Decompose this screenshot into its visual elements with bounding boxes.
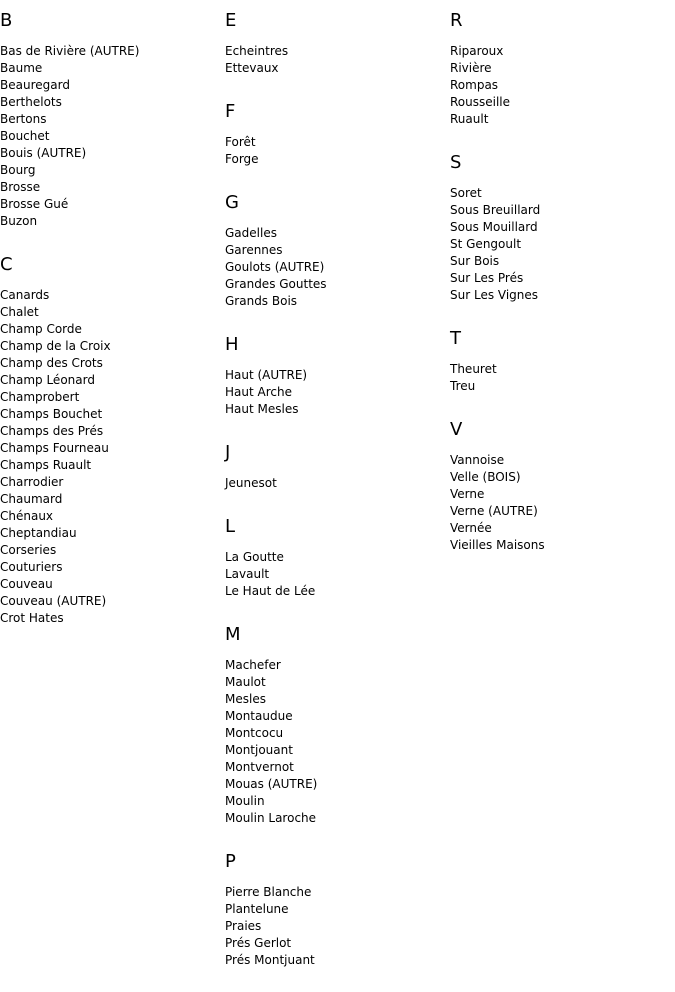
letter-heading: F — [225, 101, 236, 122]
letter-heading: C — [0, 254, 13, 275]
place-entry[interactable]: Prés Montjuant — [225, 953, 315, 967]
place-entry[interactable]: Mesles — [225, 692, 266, 706]
letter-heading: L — [225, 516, 236, 537]
place-entry[interactable]: Vannoise — [450, 453, 505, 467]
place-entry[interactable]: Charrodier — [0, 475, 64, 489]
entry-list — [225, 549, 450, 600]
place-entry[interactable]: Champ Corde — [0, 322, 82, 336]
place-entry[interactable]: Rousseille — [450, 95, 511, 109]
place-entry[interactable]: Bertons — [0, 112, 47, 126]
place-entry[interactable]: Le Haut de Lée — [225, 584, 316, 598]
place-entry[interactable]: Vernée — [450, 521, 492, 535]
entry-list — [0, 287, 225, 627]
place-entry[interactable]: Haut (AUTRE) — [225, 368, 308, 382]
place-entry[interactable]: Soret — [450, 186, 482, 200]
place-entry[interactable]: Canards — [0, 288, 50, 302]
entry-list — [450, 185, 675, 304]
place-entry[interactable]: Bouis (AUTRE) — [0, 146, 87, 160]
place-entry[interactable]: Rivière — [450, 61, 492, 75]
place-entry[interactable]: Haut Arche — [225, 385, 292, 399]
place-entry[interactable]: Grandes Gouttes — [225, 277, 327, 291]
place-entry[interactable]: La Goutte — [225, 550, 284, 564]
place-entry[interactable]: Couveau (AUTRE) — [0, 594, 107, 608]
place-entry[interactable]: Grands Bois — [225, 294, 298, 308]
entry-list — [450, 43, 675, 128]
place-entry[interactable]: Corseries — [0, 543, 57, 557]
place-entry[interactable]: Sous Mouillard — [450, 220, 538, 234]
entry-list — [225, 657, 450, 827]
entry-list — [225, 367, 450, 418]
letter-group — [225, 441, 450, 492]
place-entry[interactable]: Mouas (AUTRE) — [225, 777, 318, 791]
letter-group — [225, 850, 450, 969]
place-entry[interactable]: Gadelles — [225, 226, 277, 240]
place-entry[interactable]: Haut Mesles — [225, 402, 299, 416]
place-entry[interactable]: Bas de Rivière (AUTRE) — [0, 44, 140, 58]
place-entry[interactable]: Champs Ruault — [0, 458, 92, 472]
place-entry[interactable]: Crot Hates — [0, 611, 64, 625]
place-entry[interactable]: Beauregard — [0, 78, 70, 92]
place-entry[interactable]: Chénaux — [0, 509, 54, 523]
place-entry[interactable]: Verne — [450, 487, 485, 501]
entry-list — [450, 452, 675, 554]
place-entry[interactable]: Champs Bouchet — [0, 407, 103, 421]
place-entry[interactable]: Plantelune — [225, 902, 289, 916]
place-entry[interactable]: Sur Bois — [450, 254, 500, 268]
place-entry[interactable]: Brosse — [0, 180, 41, 194]
place-entry[interactable]: Jeunesot — [225, 476, 277, 490]
place-entry[interactable]: Cheptandiau — [0, 526, 77, 540]
place-entry[interactable]: Montjouant — [225, 743, 293, 757]
place-entry[interactable]: Sous Breuillard — [450, 203, 541, 217]
letter-heading: M — [225, 624, 241, 645]
entry-list — [225, 134, 450, 168]
place-entry[interactable]: Sur Les Vignes — [450, 288, 539, 302]
letter-group — [225, 100, 450, 168]
place-entry[interactable]: Couturiers — [0, 560, 63, 574]
place-entry[interactable]: Chaumard — [0, 492, 63, 506]
place-entry[interactable]: Echeintres — [225, 44, 289, 58]
place-entry[interactable]: Champ Léonard — [0, 373, 95, 387]
letter-heading: P — [225, 851, 236, 872]
entry-list — [450, 361, 675, 395]
place-entry[interactable]: Bourg — [0, 163, 36, 177]
entry-list — [225, 225, 450, 310]
entry-list — [0, 43, 225, 230]
place-entry[interactable]: Champrobert — [0, 390, 80, 404]
place-entry[interactable]: Riparoux — [450, 44, 504, 58]
letter-group — [225, 333, 450, 418]
place-entry[interactable]: Verne (AUTRE) — [450, 504, 538, 518]
letter-group — [0, 9, 225, 230]
place-entry[interactable]: Montaudue — [225, 709, 293, 723]
place-entry[interactable]: Champ de la Croix — [0, 339, 111, 353]
place-entry[interactable]: Machefer — [225, 658, 281, 672]
place-entry[interactable]: Ettevaux — [225, 61, 279, 75]
place-entry[interactable]: Vieilles Maisons — [450, 538, 545, 552]
index-column-2 — [225, 9, 450, 992]
place-entry[interactable]: Pierre Blanche — [225, 885, 312, 899]
index-column-1 — [0, 9, 225, 650]
place-entry[interactable]: Brosse Gué — [0, 197, 69, 211]
place-entry[interactable]: Baume — [0, 61, 43, 75]
index-columns — [0, 9, 675, 978]
letter-group — [450, 327, 675, 395]
letter-heading: T — [450, 328, 461, 349]
place-entry[interactable]: Goulots (AUTRE) — [225, 260, 325, 274]
letter-heading: G — [225, 192, 239, 213]
letter-group — [225, 515, 450, 600]
letter-heading: R — [450, 10, 463, 31]
place-entry[interactable]: Moulin — [225, 794, 265, 808]
letter-group — [450, 418, 675, 554]
place-entry[interactable]: Couveau — [0, 577, 53, 591]
place-entry[interactable]: Sur Les Prés — [450, 271, 524, 285]
place-entry[interactable]: Maulot — [225, 675, 266, 689]
index-column-3 — [450, 9, 675, 577]
letter-group — [450, 151, 675, 304]
place-entry[interactable]: Montcocu — [225, 726, 284, 740]
letter-heading: E — [225, 10, 237, 31]
place-entry[interactable]: Bouchet — [0, 129, 50, 143]
letter-group — [450, 9, 675, 128]
entry-list — [225, 475, 450, 492]
place-entry[interactable]: Forêt — [225, 135, 256, 149]
place-entry[interactable]: Prés Gerlot — [225, 936, 292, 950]
letter-heading: H — [225, 334, 239, 355]
letter-group — [0, 253, 225, 627]
place-entry[interactable]: St Gengoult — [450, 237, 522, 251]
place-entry[interactable]: Lavault — [225, 567, 270, 581]
place-entry[interactable]: Berthelots — [0, 95, 62, 109]
letter-group — [225, 9, 450, 77]
place-entry[interactable]: Ruault — [450, 112, 489, 126]
place-entry[interactable]: Chalet — [0, 305, 39, 319]
letter-heading: S — [450, 152, 462, 173]
letter-group — [225, 191, 450, 310]
place-entry[interactable]: Forge — [225, 152, 259, 166]
entry-list — [225, 884, 450, 969]
place-entry[interactable]: Moulin Laroche — [225, 811, 317, 825]
place-entry[interactable]: Velle (BOIS) — [450, 470, 521, 484]
place-entry[interactable]: Garennes — [225, 243, 283, 257]
place-entry[interactable]: Rompas — [450, 78, 499, 92]
place-entry[interactable]: Champ des Crots — [0, 356, 103, 370]
letter-heading: J — [225, 442, 231, 463]
letter-heading: B — [0, 10, 13, 31]
entry-list — [225, 43, 450, 77]
place-entry[interactable]: Praies — [225, 919, 262, 933]
letter-heading: V — [450, 419, 463, 440]
place-entry[interactable]: Theuret — [450, 362, 497, 376]
place-entry[interactable]: Montvernot — [225, 760, 294, 774]
letter-group — [225, 623, 450, 827]
place-entry[interactable]: Treu — [450, 379, 476, 393]
place-entry[interactable]: Buzon — [0, 214, 38, 228]
place-entry[interactable]: Champs Fourneau — [0, 441, 109, 455]
place-entry[interactable]: Champs des Prés — [0, 424, 104, 438]
